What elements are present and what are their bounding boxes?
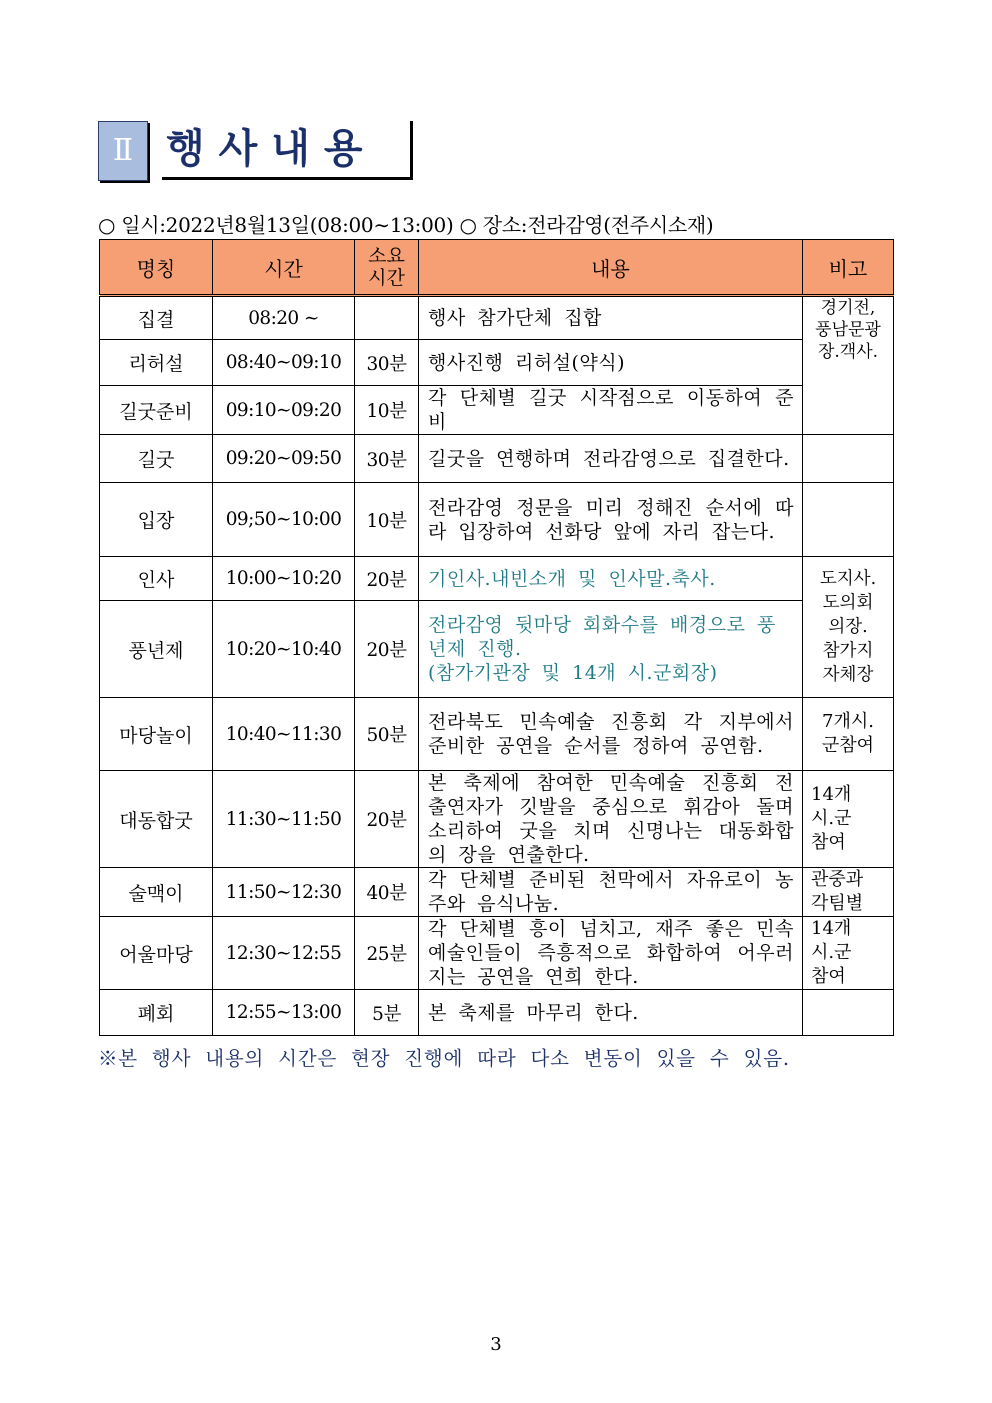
row-content: 전라감영 뒷마당 회화수를 배경으로 풍년제 진행. (참가기관장 및 14개 시.군회장) <box>419 601 803 698</box>
section-numeral: Ⅱ <box>98 121 148 181</box>
row-name: 풍년제 <box>100 601 213 698</box>
table-header-row <box>100 240 894 296</box>
header-time: 시간 <box>213 240 355 296</box>
row-note: 14개 시.군 참여 <box>803 917 894 990</box>
row-name: 집결 <box>100 296 213 340</box>
row-content: 각 단체별 길굿 시작점으로 이동하여 준비 <box>419 386 803 435</box>
row-time: 10:20∼10:40 <box>213 601 355 698</box>
row-name: 술맥이 <box>100 868 213 917</box>
table-row <box>100 340 894 386</box>
row-duration: 10분 <box>355 386 419 435</box>
section-heading <box>98 121 410 181</box>
row-content: 본 축제를 마무리 한다. <box>419 990 803 1036</box>
table-row <box>100 386 894 435</box>
table-row <box>100 868 894 917</box>
row-name: 마당놀이 <box>100 698 213 771</box>
row-note: 경기전, 풍남문광 장.객사. <box>803 296 894 435</box>
row-duration: 40분 <box>355 868 419 917</box>
row-note: 도지사. 도의회 의장. 참가지 자체장 <box>803 557 894 698</box>
row-duration: 5분 <box>355 990 419 1036</box>
row-duration: 20분 <box>355 601 419 698</box>
header-name: 명칭 <box>100 240 213 296</box>
row-duration: 50분 <box>355 698 419 771</box>
row-note <box>803 435 894 483</box>
table-row <box>100 296 894 340</box>
row-duration: 20분 <box>355 771 419 868</box>
row-note: 14개 시.군 참여 <box>803 771 894 868</box>
row-time: 11:50∼12:30 <box>213 868 355 917</box>
row-time: 08:40∼09:10 <box>213 340 355 386</box>
row-content: 길굿을 연행하며 전라감영으로 집결한다. <box>419 435 803 483</box>
header-content: 내용 <box>419 240 803 296</box>
row-content: 각 단체별 흥이 넘치고, 재주 좋은 민속예술인들이 즉흥적으로 화합하여 어우러지는 공연을 연희 한다. <box>419 917 803 990</box>
row-content: 행사 참가단체 집합 <box>419 296 803 340</box>
schedule-change-notice: ※본 행사 내용의 시간은 현장 진행에 따라 다소 변동이 있을 수 있음. <box>98 1047 790 1070</box>
header-note: 비고 <box>803 240 894 296</box>
table-row <box>100 435 894 483</box>
table-row <box>100 990 894 1036</box>
row-content: 전라감영 정문을 미리 정해진 순서에 따라 입장하여 선화당 앞에 자리 잡는다. <box>419 483 803 557</box>
row-time: 09;50∼10:00 <box>213 483 355 557</box>
row-name: 길굿준비 <box>100 386 213 435</box>
table-row <box>100 483 894 557</box>
row-duration: 30분 <box>355 435 419 483</box>
page-number: 3 <box>490 1334 502 1355</box>
row-duration: 10분 <box>355 483 419 557</box>
row-time: 08:20 ∼ <box>213 296 355 340</box>
row-time: 10:40∼11:30 <box>213 698 355 771</box>
row-time: 09:20∼09:50 <box>213 435 355 483</box>
row-duration: 30분 <box>355 340 419 386</box>
row-duration <box>355 296 419 340</box>
section-title: 행사내용 <box>162 121 413 180</box>
row-content: 기인사.내빈소개 및 인사말.축사. <box>419 557 803 601</box>
row-duration: 25분 <box>355 917 419 990</box>
event-schedule-table <box>99 239 894 1036</box>
row-time: 12:55∼13:00 <box>213 990 355 1036</box>
row-note <box>803 483 894 557</box>
date-location-line: ○ 일시:2022년8월13일(08:00∼13:00) ○ 장소:전라감영(전주시소재) <box>98 213 714 237</box>
row-note: 7개시. 군참여 <box>803 698 894 771</box>
header-duration: 소요 시간 <box>355 240 419 296</box>
row-content: 행사진행 리허설(약식) <box>419 340 803 386</box>
row-name: 리허설 <box>100 340 213 386</box>
table-row <box>100 917 894 990</box>
row-duration: 20분 <box>355 557 419 601</box>
row-name: 대동합굿 <box>100 771 213 868</box>
row-note: 관중과 각팀별 <box>803 868 894 917</box>
row-time: 11:30∼11:50 <box>213 771 355 868</box>
row-name: 폐회 <box>100 990 213 1036</box>
table-row <box>100 698 894 771</box>
row-name: 길굿 <box>100 435 213 483</box>
table-row <box>100 601 894 698</box>
row-content: 본 축제에 참여한 민속예술 진흥회 전 출연자가 깃발을 중심으로 휘감아 돌며 소리하여 굿을 치며 신명나는 대동화합의 장을 연출한다. <box>419 771 803 868</box>
row-note <box>803 990 894 1036</box>
row-name: 입장 <box>100 483 213 557</box>
table-row <box>100 771 894 868</box>
table-row <box>100 557 894 601</box>
row-name: 어울마당 <box>100 917 213 990</box>
row-time: 09:10∼09:20 <box>213 386 355 435</box>
row-name: 인사 <box>100 557 213 601</box>
row-content: 전라북도 민속예술 진흥회 각 지부에서 준비한 공연을 순서를 정하여 공연함. <box>419 698 803 771</box>
row-time: 10:00∼10:20 <box>213 557 355 601</box>
row-time: 12:30∼12:55 <box>213 917 355 990</box>
row-content: 각 단체별 준비된 천막에서 자유로이 농주와 음식나눔. <box>419 868 803 917</box>
